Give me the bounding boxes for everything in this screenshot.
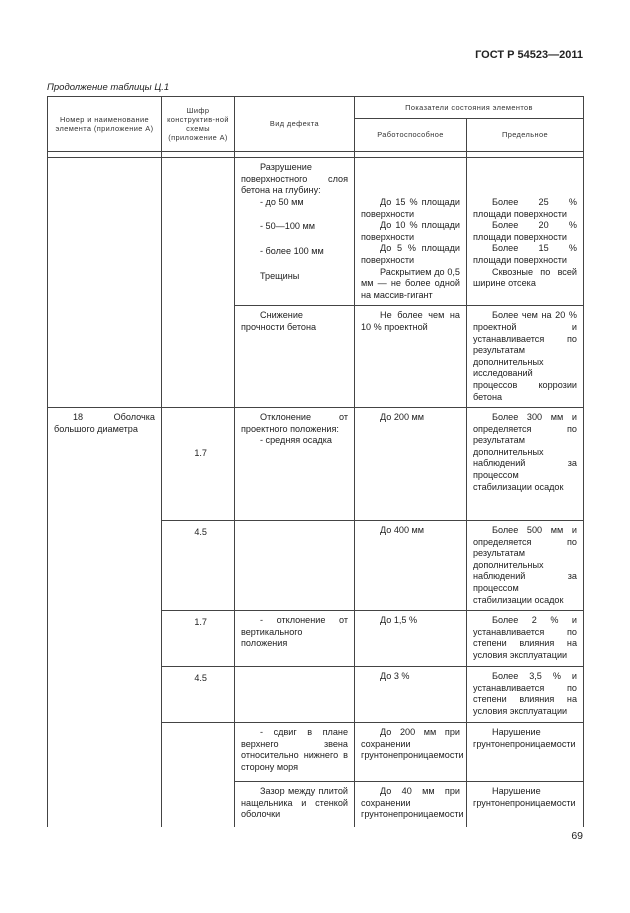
header-defect: Вид дефекта xyxy=(235,97,355,152)
limit-text: Более 15 % площади поверхности xyxy=(473,243,577,265)
table-row xyxy=(48,408,584,521)
limit-text: Нарушение грунтонепроницаемости xyxy=(473,727,576,749)
defect-text: - до 50 мм xyxy=(260,196,304,207)
defect-text: - сдвиг в плане верхнего звена относительно нижнего в сторону моря xyxy=(241,727,348,773)
table-row xyxy=(48,158,584,306)
table-row xyxy=(48,723,584,782)
defect-text: Зазор между плитой нащельника и стенкой оболочки xyxy=(241,786,348,820)
operable-text: До 15 % площади поверхности xyxy=(361,197,460,219)
limit-text: Более 500 мм и определяется по результатам дополнительных наблюдений за процессом стабилизации осадок xyxy=(473,525,577,605)
defect-text: - средняя осадка xyxy=(260,435,332,446)
limit-text: Более 2 % и устанавливается по степени влияния на условия эксплуатации xyxy=(473,615,577,661)
scheme-code: 1.7 xyxy=(194,448,207,459)
operable-text: До 40 мм при сохранении грунтонепроницаемости xyxy=(361,786,464,820)
limit-text: Более чем на 20 % проектной и устанавливается по результатам дополнительных исследований процессов коррозии бетона xyxy=(473,310,577,402)
defect-text: Отклонение от проектного положения: xyxy=(241,412,348,434)
operable-text: До 200 мм при сохранении грунтонепроницаемости xyxy=(361,727,464,761)
scheme-code: 4.5 xyxy=(194,673,207,684)
operable-text: Раскрытием до 0,5 мм — не более одной на массив-гигант xyxy=(361,266,460,300)
defect-text: - более 100 мм xyxy=(260,245,324,256)
operable-text: До 400 мм xyxy=(380,525,425,536)
header-element: Номер и наименование элемента (приложение А) xyxy=(48,97,162,152)
limit-text: Более 20 % площади поверхности xyxy=(473,220,577,242)
table-caption: Продолжение таблицы Ц.1 xyxy=(47,82,170,93)
table-row xyxy=(48,521,584,611)
table-row xyxy=(48,667,584,723)
page-number: 69 xyxy=(571,830,583,842)
limit-text: Нарушение грунтонепроницаемости xyxy=(473,786,576,808)
operable-text: До 3 % xyxy=(380,671,410,682)
defect-text: Трещины xyxy=(260,270,300,281)
header-state-indicators: Показатели состояния элементов xyxy=(355,97,584,119)
operable-text: Не более чем на 10 % проектной xyxy=(361,310,460,332)
scheme-code: 4.5 xyxy=(194,527,207,538)
table-row xyxy=(48,306,584,408)
defect-text: Снижение прочности бетона xyxy=(241,310,317,332)
defect-text: Разрушение поверхностного слоя бетона на глубину: xyxy=(241,162,348,196)
table-row xyxy=(48,611,584,667)
scheme-code: 1.7 xyxy=(194,617,207,628)
limit-text: Более 25 % площади поверхности xyxy=(473,197,577,219)
header-scheme: Шифр конструктив-ной схемы (приложение А) xyxy=(162,97,235,152)
limit-text: Сквозные по всей ширине отсека xyxy=(473,266,577,289)
element-name: 18 Оболочка большого диаметра xyxy=(54,412,155,434)
operable-text: До 10 % площади поверхности xyxy=(361,220,460,242)
header-operable: Работоспособное xyxy=(355,119,467,152)
defect-text: - 50—100 мм xyxy=(260,221,315,232)
limit-text: Более 300 мм и определяется по результатам дополнительных наблюдений за процессом стабилизации осадок xyxy=(473,412,577,492)
limit-text: Более 3,5 % и устанавливается по степени влияния на условия эксплуатации xyxy=(473,671,577,717)
operable-text: До 1,5 % xyxy=(380,615,418,626)
document-standard-code: ГОСТ Р 54523—2011 xyxy=(475,49,583,61)
defect-text: - отклонение от вертикального положения xyxy=(241,615,348,649)
operable-text: До 200 мм xyxy=(380,412,425,423)
table-row xyxy=(48,782,584,828)
header-limit: Предельное xyxy=(467,119,584,152)
operable-text: До 5 % площади поверхности xyxy=(361,243,460,265)
defects-table xyxy=(47,96,584,827)
